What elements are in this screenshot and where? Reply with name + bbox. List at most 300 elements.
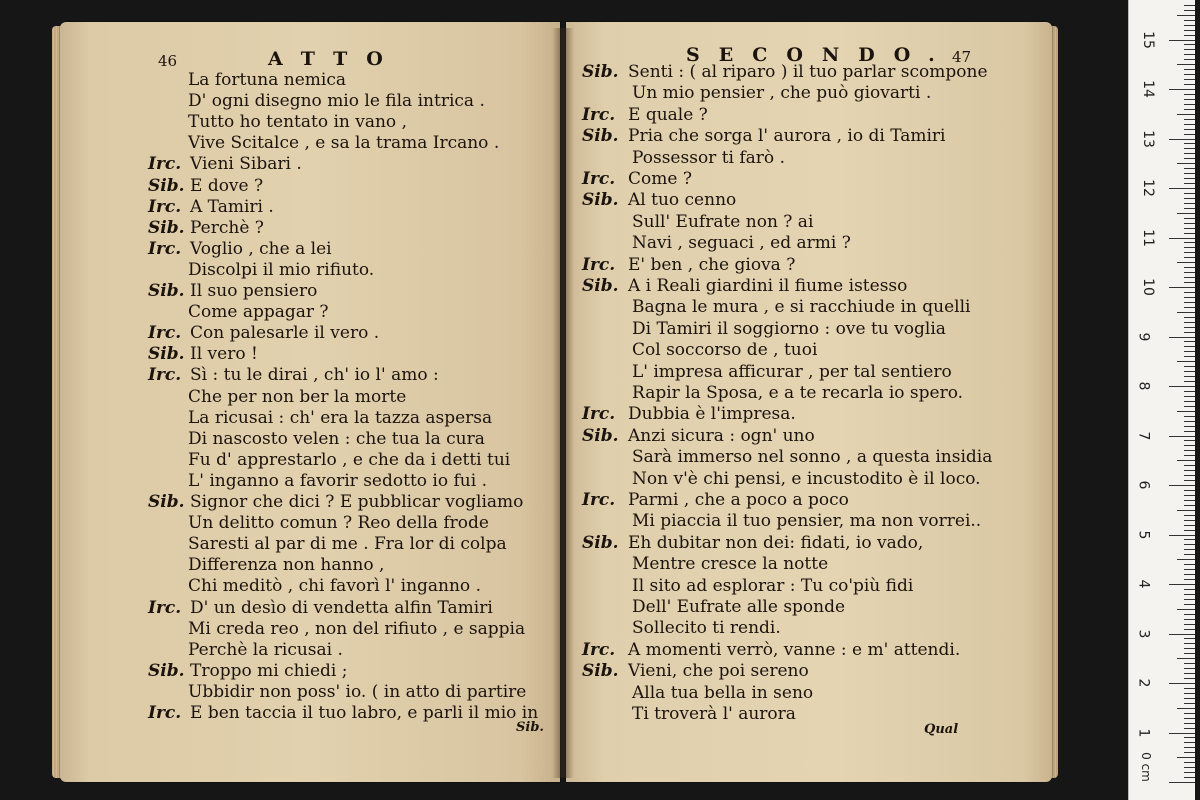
verse-line	[188, 302, 329, 322]
verse-line	[188, 513, 489, 533]
ruler-number: 4	[1135, 579, 1152, 589]
verse-line	[188, 640, 343, 660]
ruler-tick	[1184, 104, 1195, 105]
verse-line	[632, 576, 913, 596]
ruler-tick	[1184, 777, 1195, 778]
ruler-tick	[1184, 143, 1195, 144]
ruler-tick	[1184, 257, 1195, 258]
line-text: Anzi sicura : ogn' uno	[628, 425, 815, 446]
ruler-tick	[1184, 515, 1195, 516]
ruler-tick	[1184, 470, 1195, 471]
ruler-number: 9	[1135, 332, 1152, 341]
ruler-tick	[1184, 44, 1195, 45]
speaker-label: Sib.	[148, 492, 185, 512]
ruler-number: 12	[1139, 179, 1156, 197]
ruler-number: 5	[1135, 530, 1152, 539]
ruler-tick	[1184, 168, 1195, 169]
speaker-label: Irc.	[148, 238, 182, 259]
ruler-tick	[1184, 480, 1195, 481]
ruler-tick	[1184, 673, 1195, 674]
ruler-tick	[1184, 752, 1195, 753]
ruler-tick	[1184, 747, 1195, 748]
ruler-tick	[1177, 163, 1195, 164]
line-text: Perchè ?	[190, 217, 264, 238]
ruler-tick	[1169, 238, 1195, 239]
line-text: Che per non ber la morte	[188, 386, 407, 407]
line-text: Mi creda reo , non del rifiuto , e sappia	[188, 618, 526, 639]
ruler-tick	[1184, 638, 1195, 639]
verse-line	[188, 112, 407, 132]
line-text: Col soccorso de , tuoi	[632, 340, 818, 361]
ruler-tick	[1184, 302, 1195, 303]
ruler-tick	[1184, 604, 1195, 605]
ruler-tick	[1184, 277, 1195, 278]
line-text: Mentre cresce la notte	[632, 554, 829, 575]
line-text: Il sito ad esplorar : Tu co'più fidi	[632, 575, 914, 596]
speech-line	[582, 62, 988, 82]
line-text: Mi piaccia il tuo pensier, ma non vorrei..	[632, 511, 982, 532]
line-text: Vieni, che poi sereno	[628, 661, 809, 682]
ruler-tick	[1184, 366, 1195, 367]
speaker-label: Sib.	[582, 425, 619, 446]
verse-line	[188, 471, 487, 491]
line-text: Parmi , che a poco a poco	[628, 490, 849, 510]
line-text: Vive Scitalce , e sa la trama Ircano .	[188, 133, 500, 154]
line-text: E dove ?	[190, 175, 264, 196]
line-text: Con palesarle il vero .	[190, 323, 380, 344]
ruler-tick	[1177, 15, 1195, 16]
line-text: Non v'è chi pensi, e incustodito è il loco.	[632, 468, 981, 489]
speaker-label: Sib.	[582, 62, 619, 82]
ruler-tick	[1184, 228, 1195, 229]
ruler-tick	[1169, 386, 1195, 387]
ruler-tick	[1169, 733, 1195, 734]
verse-line	[188, 70, 346, 90]
ruler-tick	[1184, 198, 1195, 199]
ruler-tick	[1184, 119, 1195, 120]
ruler-tick	[1177, 510, 1195, 511]
ruler-tick	[1184, 624, 1195, 625]
ruler-tick	[1184, 35, 1195, 36]
line-text: D' ogni disegno mio le fila intrica .	[188, 91, 485, 112]
speaker-label: Irc.	[582, 104, 616, 125]
ruler-tick	[1184, 183, 1195, 184]
ruler-tick	[1184, 643, 1195, 644]
ruler-tick	[1184, 74, 1195, 75]
catchword: Qual	[924, 722, 959, 737]
ruler-tick	[1184, 574, 1195, 575]
ruler-tick	[1184, 767, 1195, 768]
speech-line	[148, 365, 439, 385]
ruler-tick	[1184, 381, 1195, 382]
speech-line	[582, 533, 923, 553]
verse-line	[188, 429, 485, 449]
verse-line	[188, 682, 526, 702]
line-text: Signor che dici ? E pubblicar vogliamo	[190, 492, 524, 512]
ruler-tick	[1184, 431, 1195, 432]
ruler-tick	[1177, 609, 1195, 610]
line-text: Il vero !	[190, 344, 258, 365]
ruler-tick	[1184, 490, 1195, 491]
speaker-label: Sib.	[148, 281, 185, 301]
ruler-tick	[1184, 445, 1195, 446]
left-page	[60, 22, 560, 782]
verse-line	[632, 469, 981, 489]
page-number: 47	[952, 48, 972, 66]
verse-line	[632, 233, 851, 253]
speaker-label: Irc.	[582, 639, 616, 660]
line-text: Come appagar ?	[188, 302, 329, 323]
ruler-tick	[1184, 549, 1195, 550]
speech-line	[148, 323, 379, 343]
ruler-tick	[1177, 361, 1195, 362]
ruler-tick	[1184, 579, 1195, 580]
speaker-label: Sib.	[148, 344, 185, 365]
speaker-label: Sib.	[582, 126, 619, 147]
ruler-tick	[1184, 307, 1195, 308]
right-page	[566, 22, 1052, 782]
ruler-tick	[1184, 500, 1195, 501]
line-text: Ubbidir non poss' io. ( in atto di partire	[188, 681, 527, 702]
ruler-tick	[1184, 406, 1195, 407]
speech-line	[582, 255, 795, 275]
ruler-tick	[1177, 213, 1195, 214]
ruler-tick	[1177, 460, 1195, 461]
ruler-tick	[1184, 475, 1195, 476]
ruler-tick	[1184, 49, 1195, 50]
ruler-tick	[1184, 59, 1195, 60]
verse-line	[188, 91, 485, 111]
ruler-tick	[1184, 520, 1195, 521]
ruler-tick	[1184, 569, 1195, 570]
ruler-tick	[1184, 629, 1195, 630]
ruler-tick	[1184, 762, 1195, 763]
speech-line	[148, 281, 317, 301]
speech-line	[582, 640, 960, 660]
ruler-tick	[1184, 158, 1195, 159]
ruler-tick	[1184, 178, 1195, 179]
ruler-tick	[1177, 262, 1195, 263]
ruler-number: 2	[1135, 678, 1152, 688]
ruler-tick	[1184, 346, 1195, 347]
speech-line	[582, 426, 815, 446]
ruler-tick	[1184, 356, 1195, 357]
ruler-tick	[1184, 703, 1195, 704]
line-text: Fu d' apprestarlo , e che da i detti tui	[188, 449, 511, 470]
line-text: E quale ?	[628, 104, 708, 125]
ruler-tick	[1169, 139, 1195, 140]
ruler-tick	[1169, 782, 1195, 783]
ruler-tick	[1184, 124, 1195, 125]
speech-line	[148, 492, 523, 512]
speaker-label: Irc.	[148, 323, 182, 344]
ruler-tick	[1184, 193, 1195, 194]
ruler-tick	[1184, 416, 1195, 417]
ruler-tick	[1169, 683, 1195, 684]
speaker-label: Irc.	[582, 490, 616, 510]
verse-line	[632, 297, 970, 317]
ruler-tick	[1184, 594, 1195, 595]
measuring-ruler	[1128, 0, 1195, 800]
ruler-tick	[1184, 10, 1195, 11]
ruler-tick	[1184, 495, 1195, 496]
speech-line	[582, 126, 946, 146]
ruler-tick	[1184, 203, 1195, 204]
ruler-tick	[1184, 440, 1195, 441]
ruler-tick	[1184, 247, 1195, 248]
ruler-tick	[1184, 688, 1195, 689]
ruler-tick	[1184, 678, 1195, 679]
ruler-number: 1	[1135, 728, 1152, 737]
ruler-tick	[1184, 564, 1195, 565]
speaker-label: Irc.	[582, 254, 616, 275]
ruler-tick	[1169, 188, 1195, 189]
ruler-number: 15	[1139, 30, 1156, 49]
ruler-tick	[1169, 634, 1195, 635]
speech-line	[148, 197, 274, 217]
ruler-tick	[1184, 292, 1195, 293]
speaker-label: Irc.	[148, 597, 182, 618]
line-text: Il suo pensiero	[190, 281, 318, 301]
ruler-tick	[1184, 322, 1195, 323]
ruler-tick	[1169, 584, 1195, 585]
ruler-tick	[1184, 94, 1195, 95]
ruler-tick	[1177, 114, 1195, 115]
verse-line	[632, 383, 963, 403]
line-text: Un delitto comun ? Reo della frode	[188, 513, 489, 534]
gutter-shadow	[552, 28, 574, 778]
verse-line	[188, 534, 507, 554]
ruler-tick	[1184, 218, 1195, 219]
ruler-tick	[1184, 134, 1195, 135]
speech-line	[148, 661, 347, 681]
line-text: Differenza non hanno ,	[188, 555, 385, 576]
verse-line	[632, 554, 828, 574]
ruler-tick	[1184, 599, 1195, 600]
speaker-label: Sib.	[582, 532, 619, 553]
line-text: D' un desìo di vendetta alfin Tamiri	[190, 597, 493, 618]
ruler-tick	[1184, 153, 1195, 154]
line-text: Di Tamiri il soggiorno : ove tu voglia	[632, 318, 946, 339]
line-text: La ricusai : ch' era la tazza aspersa	[188, 407, 493, 428]
speech-line	[582, 490, 849, 510]
ruler-tick	[1184, 317, 1195, 318]
speaker-label: Sib.	[148, 660, 185, 681]
ruler-tick	[1184, 728, 1195, 729]
ruler-tick	[1184, 371, 1195, 372]
speech-line	[148, 239, 332, 259]
ruler-tick	[1184, 653, 1195, 654]
line-text: Come ?	[628, 169, 692, 189]
ruler-number: 10	[1139, 278, 1156, 296]
ruler-tick	[1184, 450, 1195, 451]
ruler-tick	[1184, 391, 1195, 392]
ruler-tick	[1184, 332, 1195, 333]
ruler-tick	[1177, 411, 1195, 412]
ruler-number: 3	[1135, 629, 1152, 638]
ruler-tick	[1184, 713, 1195, 714]
ruler-tick	[1177, 559, 1195, 560]
speech-line	[582, 190, 736, 210]
ruler-tick	[1184, 619, 1195, 620]
ruler-tick	[1184, 148, 1195, 149]
speech-line	[582, 276, 907, 296]
line-text: Sollecito ti rendi.	[632, 618, 781, 639]
line-text: Pria che sorga l' aurora , io di Tamiri	[628, 126, 946, 147]
ruler-tick	[1184, 341, 1195, 342]
ruler-tick	[1184, 208, 1195, 209]
ruler-tick	[1184, 539, 1195, 540]
speaker-label: Irc.	[148, 703, 182, 723]
ruler-tick	[1184, 109, 1195, 110]
speaker-label: Irc.	[148, 196, 182, 217]
line-text: A momenti verrò, vanne : e m' attendi.	[628, 639, 961, 660]
ruler-tick	[1169, 89, 1195, 90]
ruler-tick	[1184, 30, 1195, 31]
ruler-tick	[1177, 64, 1195, 65]
speech-line	[148, 598, 493, 618]
speaker-label: Irc.	[148, 154, 182, 175]
ruler-tick	[1184, 84, 1195, 85]
ruler-tick	[1184, 530, 1195, 531]
ruler-tick	[1184, 376, 1195, 377]
page-number: 46	[158, 52, 178, 70]
speech-line	[582, 169, 692, 189]
verse-line	[188, 450, 510, 470]
line-text: Voglio , che a lei	[190, 238, 332, 259]
verse-line	[188, 408, 492, 428]
ruler-tick	[1184, 69, 1195, 70]
speaker-label: Sib.	[148, 175, 185, 196]
line-text: Sarà immerso nel sonno , a questa insidia	[632, 447, 993, 468]
ruler-tick	[1177, 312, 1195, 313]
ruler-tick	[1184, 173, 1195, 174]
ruler-tick	[1177, 708, 1195, 709]
line-text: Discolpi il mio rifiuto.	[188, 259, 375, 280]
line-text: Al tuo cenno	[628, 190, 737, 211]
ruler-number: 13	[1139, 129, 1156, 148]
ruler-tick	[1184, 20, 1195, 21]
ruler-tick	[1184, 282, 1195, 283]
verse-line	[632, 319, 946, 339]
ruler-tick	[1184, 401, 1195, 402]
speech-line	[148, 176, 263, 196]
ruler-number: 8	[1135, 381, 1152, 391]
ruler-tick	[1169, 287, 1195, 288]
ruler-tick	[1169, 337, 1195, 338]
verse-line	[632, 618, 781, 638]
speech-line	[148, 344, 258, 364]
verse-line	[632, 148, 785, 168]
verse-line	[632, 683, 813, 703]
line-text: Di nascosto velen : che tua la cura	[188, 428, 485, 449]
ruler-tick	[1184, 99, 1195, 100]
ruler-tick	[1184, 455, 1195, 456]
line-text: L' impresa afficurar , per tal sentiero	[632, 361, 952, 382]
ruler-tick	[1184, 723, 1195, 724]
verse-line	[188, 619, 525, 639]
line-text: Rapir la Sposa, e a te recarla io spero.	[632, 383, 964, 403]
ruler-tick	[1184, 129, 1195, 130]
verse-line	[632, 212, 813, 232]
ruler-tick	[1184, 589, 1195, 590]
ruler-tick	[1184, 421, 1195, 422]
line-text: L' inganno a favorir sedotto io fui .	[188, 470, 487, 491]
ruler-unit: 0 cm	[1138, 752, 1153, 782]
ruler-tick	[1184, 351, 1195, 352]
ruler-tick	[1184, 693, 1195, 694]
ruler-tick	[1169, 535, 1195, 536]
speaker-label: Irc.	[582, 169, 616, 189]
ruler-tick	[1184, 742, 1195, 743]
ruler-tick	[1184, 698, 1195, 699]
ruler-tick	[1184, 272, 1195, 273]
line-text: Alla tua bella in seno	[632, 682, 814, 703]
line-text: Possessor ti farò .	[632, 147, 785, 168]
ruler-number: 6	[1135, 480, 1152, 490]
verse-line	[632, 83, 931, 103]
verse-line	[188, 260, 374, 280]
verse-line	[188, 576, 481, 596]
ruler-tick	[1184, 426, 1195, 427]
ruler-tick	[1184, 554, 1195, 555]
ruler-number: 7	[1135, 431, 1152, 440]
ruler-tick	[1169, 485, 1195, 486]
speaker-label: Irc.	[148, 365, 182, 386]
line-text: E ben taccia il tuo labro, e parli il mio in	[190, 703, 539, 723]
speech-line	[148, 703, 538, 723]
ruler-tick	[1184, 544, 1195, 545]
ruler-tick	[1184, 252, 1195, 253]
ruler-tick	[1184, 663, 1195, 664]
line-text: Navi , seguaci , ed armi ?	[632, 233, 851, 254]
ruler-tick	[1184, 668, 1195, 669]
line-text: A Tamiri .	[190, 196, 274, 217]
line-text: Dubbia è l'impresa.	[628, 404, 796, 425]
verse-line	[632, 511, 981, 531]
line-text: Vieni Sibari .	[190, 154, 302, 175]
ruler-tick	[1184, 505, 1195, 506]
speaker-label: Sib.	[582, 190, 619, 211]
ruler-tick	[1184, 327, 1195, 328]
ruler-tick	[1184, 772, 1195, 773]
ruler-tick	[1177, 658, 1195, 659]
verse-line	[632, 704, 796, 724]
ruler-tick	[1184, 233, 1195, 234]
speech-line	[148, 154, 302, 174]
line-text: La fortuna nemica	[188, 70, 346, 90]
line-text: A i Reali giardini il fiume istesso	[628, 276, 908, 296]
ruler-tick	[1184, 54, 1195, 55]
line-text: Bagna le mura , e si racchiude in quelli	[632, 297, 971, 318]
speaker-label: Sib.	[582, 276, 619, 296]
speaker-label: Sib.	[148, 217, 185, 238]
line-text: Troppo mi chiedi ;	[190, 660, 348, 681]
line-text: Sull' Eufrate non ? ai	[632, 211, 814, 232]
ruler-tick	[1184, 525, 1195, 526]
verse-line	[632, 597, 845, 617]
line-text: Perchè la ricusai .	[188, 639, 343, 660]
ruler-tick	[1184, 223, 1195, 224]
ruler-tick	[1184, 79, 1195, 80]
running-header: ATTO	[268, 48, 402, 70]
speech-line	[582, 661, 809, 681]
ruler-tick	[1184, 465, 1195, 466]
speech-line	[582, 105, 708, 125]
line-text: Eh dubitar non dei: fidati, io vado,	[628, 532, 924, 553]
ruler-tick	[1169, 436, 1195, 437]
line-text: E' ben , che giova ?	[628, 254, 796, 275]
